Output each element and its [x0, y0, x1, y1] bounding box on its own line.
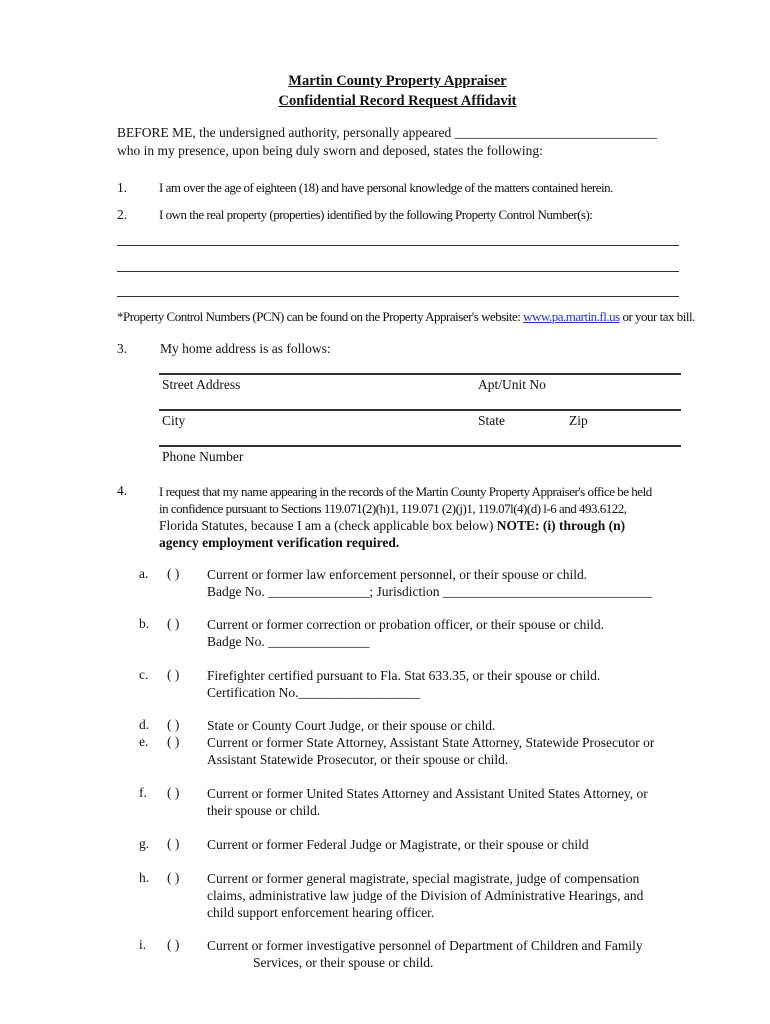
- item-3-number: 3.: [117, 341, 128, 356]
- city-label: City: [162, 413, 186, 428]
- option-i-line-2: Services, or their spouse or child.: [253, 955, 434, 970]
- option-h-letter: h.: [139, 870, 150, 885]
- option-c-text: [207, 667, 687, 701]
- pcn-fill-line-3[interactable]: [117, 296, 679, 297]
- option-a-line-1: Current or former law enforcement personnel, or their spouse or child.: [207, 567, 588, 582]
- option-c-checkbox[interactable]: ( ): [167, 667, 180, 682]
- pcn-note-suffix: or your tax bill.: [619, 309, 695, 324]
- option-f-letter: f.: [139, 785, 147, 800]
- document-title: Martin County Property Appraiser: [288, 73, 507, 89]
- pcn-note: [117, 309, 695, 325]
- option-a-checkbox[interactable]: ( ): [167, 566, 180, 581]
- option-c-line-1: Firefighter certified pursuant to Fla. Stat 633.35, or their spouse or child.: [207, 668, 601, 683]
- option-d-text: State or County Court Judge, or their spouse or child.: [207, 718, 496, 733]
- option-h-checkbox[interactable]: ( ): [167, 870, 180, 885]
- street-address-label: Street Address: [162, 377, 241, 392]
- address-top-rule: [159, 373, 681, 375]
- city-state-zip-field[interactable]: [159, 445, 681, 447]
- item-3-text: My home address is as follows:: [160, 341, 331, 356]
- item-4-line-2: in confidence pursuant to Sections 119.071(2)(h)1, 119.071 (2)(j)1, 119.07l(4)(d) l-6 and 493.6122,: [159, 501, 627, 516]
- item-4-line-4: agency employment verification required.: [159, 535, 400, 550]
- option-g-text: Current or former Federal Judge or Magistrate, or their spouse or child: [207, 837, 589, 852]
- option-a-text: [207, 566, 687, 600]
- item-4-note: NOTE: (i) through (n): [496, 518, 626, 533]
- pcn-fill-line-2[interactable]: [117, 271, 679, 272]
- option-i-checkbox[interactable]: ( ): [167, 937, 180, 952]
- option-b-line-1: Current or former correction or probation officer, or their spouse or child.: [207, 617, 604, 632]
- option-h-line-1: Current or former general magistrate, special magistrate, judge of compensation: [207, 871, 640, 886]
- street-address-field[interactable]: [159, 409, 681, 411]
- apt-unit-label: Apt/Unit No: [478, 377, 546, 392]
- item-2-text: I own the real property (properties) identified by the following Property Control Number(s):: [159, 207, 593, 222]
- option-e-checkbox[interactable]: ( ): [167, 734, 180, 749]
- option-f-checkbox[interactable]: ( ): [167, 785, 180, 800]
- option-b-text: [207, 616, 687, 650]
- item-4-line-1: I request that my name appearing in the records of the Martin County Property Appraiser's office be held: [159, 484, 652, 499]
- option-e-letter: e.: [139, 734, 149, 749]
- item-4-line-3-text: Florida Statutes, because I am a (check applicable box below): [159, 518, 497, 533]
- item-2-number: 2.: [117, 207, 128, 222]
- option-f-line-2: their spouse or child.: [207, 803, 321, 818]
- intro-paragraph: [117, 124, 687, 160]
- phone-number-label: Phone Number: [162, 449, 244, 464]
- item-1-text: I am over the age of eighteen (18) and have personal knowledge of the matters contained herein.: [159, 180, 613, 195]
- option-c-letter: c.: [139, 667, 149, 682]
- option-d-letter: d.: [139, 717, 150, 732]
- item-4-line-3: [159, 517, 689, 534]
- option-h-text: [207, 870, 687, 921]
- intro-line-2: who in my presence, upon being duly sworn and deposed, states the following:: [117, 143, 543, 158]
- option-a-letter: a.: [139, 566, 149, 581]
- option-f-line-1: Current or former United States Attorney and Assistant United States Attorney, or: [207, 786, 648, 801]
- option-d-checkbox[interactable]: ( ): [167, 717, 180, 732]
- pcn-fill-line-1[interactable]: [117, 245, 679, 246]
- item-4-text: [159, 483, 689, 551]
- state-label: State: [478, 413, 505, 428]
- option-i-line-1: Current or former investigative personnel of Department of Children and Family: [207, 938, 643, 953]
- document-subtitle: Confidential Record Request Affidavit: [278, 93, 517, 109]
- zip-label: Zip: [569, 413, 588, 428]
- option-g-checkbox[interactable]: ( ): [167, 836, 180, 851]
- option-b-checkbox[interactable]: ( ): [167, 616, 180, 631]
- option-b-letter: b.: [139, 616, 150, 631]
- intro-line-1: BEFORE ME, the undersigned authority, personally appeared ______________________________: [117, 125, 658, 140]
- option-b-line-2: Badge No. _______________: [207, 634, 370, 649]
- option-e-text: [207, 734, 687, 768]
- pcn-note-prefix: *Property Control Numbers (PCN) can be found on the Property Appraiser's website:: [117, 309, 524, 324]
- option-f-text: [207, 785, 687, 819]
- option-e-line-1: Current or former State Attorney, Assistant State Attorney, Statewide Prosecutor or: [207, 735, 655, 750]
- option-i-text: [207, 937, 687, 971]
- option-c-line-2: Certification No.__________________: [207, 685, 420, 700]
- property-appraiser-link[interactable]: www.pa.martin.fl.us: [523, 309, 620, 324]
- option-a-line-2: Badge No. _______________; Jurisdiction _______________________________: [207, 584, 653, 599]
- option-h-line-3: child support enforcement hearing officer.: [207, 905, 435, 920]
- option-h-line-2: claims, administrative law judge of the Division of Administrative Hearings, and: [207, 888, 644, 903]
- option-e-line-2: Assistant Statewide Prosecutor, or their spouse or child.: [207, 752, 509, 767]
- item-1-number: 1.: [117, 180, 128, 195]
- option-i-letter: i.: [139, 937, 147, 952]
- option-g-letter: g.: [139, 836, 150, 851]
- item-4-number: 4.: [117, 483, 128, 498]
